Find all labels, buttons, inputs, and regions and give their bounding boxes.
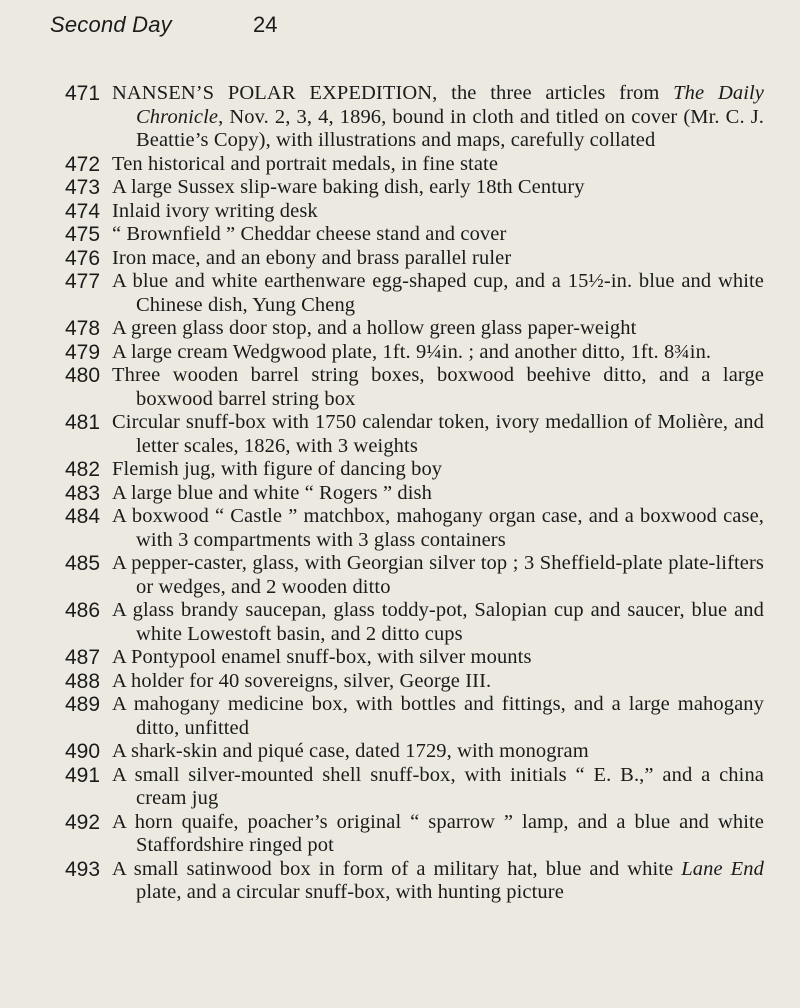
lot-number: 491 [65, 763, 101, 787]
italic-title: Lane End [681, 857, 764, 880]
section-title: Second Day [50, 12, 172, 37]
lot-description: A glass brandy saucepan, glass toddy-pot, Salopian cup and saucer, blue and white Lowestoft basin, and 2 ditto cups [112, 599, 764, 645]
lot-entry [0, 200, 800, 224]
lot-description: A Pontypool enamel snuff-box, with silver mounts [112, 646, 532, 668]
lot-number: 479 [65, 340, 101, 364]
lot-number: 473 [65, 176, 101, 199]
lot-description: Iron mace, and an ebony and brass parallel ruler [112, 246, 512, 269]
lot-description: Three wooden barrel string boxes, boxwood beehive ditto, and a large boxwood barrel string box [112, 364, 764, 410]
lot-entry [0, 740, 800, 764]
lot-number: 471 [65, 82, 101, 105]
lot-number: 482 [65, 458, 101, 481]
lot-entry [0, 811, 800, 858]
lot-description: A small silver-mounted shell snuff-box, with initials “ E. B.,” and a china cream jug [112, 763, 764, 809]
lot-number: 488 [65, 669, 101, 693]
lot-number: 481 [65, 411, 101, 434]
lot-number: 493 [65, 857, 101, 881]
lot-description: “ Brownfield ” Cheddar cheese stand and cover [112, 223, 507, 245]
lot-number: 484 [65, 505, 101, 528]
lot-entry [0, 341, 800, 365]
lot-entry [0, 82, 800, 153]
lot-description: A green glass door stop, and a hollow green glass paper-weight [112, 317, 637, 339]
lot-number: 472 [65, 152, 101, 176]
lot-description: A large blue and white “ Rogers ” dish [112, 481, 432, 504]
lot-number: 475 [65, 223, 101, 246]
lot-entry [0, 693, 800, 740]
lot-description: A large Sussex slip-ware baking dish, early 18th Century [112, 176, 585, 198]
lot-number: 483 [65, 481, 101, 505]
lot-entry [0, 364, 800, 411]
lot-description: A small satinwood box in form of a military hat, blue and white Lane End plate, and a circular snuff-box, with hunting picture [112, 857, 764, 903]
lot-entry [0, 317, 800, 341]
lot-entry [0, 176, 800, 200]
lot-entry [0, 247, 800, 271]
lot-description: A blue and white earthenware egg-shaped cup, and a 15½-in. blue and white Chinese dish, Yung Cheng [112, 270, 764, 316]
lot-number: 476 [65, 246, 101, 270]
lot-entry [0, 858, 800, 905]
lot-number: 492 [65, 810, 101, 834]
lot-description: A holder for 40 sovereigns, silver, George III. [112, 669, 492, 692]
lot-entry [0, 223, 800, 247]
lot-description: NANSEN’S POLAR EXPEDITION, the three articles from The Daily Chronicle, Nov. 2, 3, 4, 1896, bound in cloth and titled on cover (Mr. C. J. Beattie’s Copy), with illustrations and maps, carefully collated [112, 82, 764, 151]
lot-description: Flemish jug, with figure of dancing boy [112, 458, 443, 480]
lot-entry [0, 505, 800, 552]
lot-description: Circular snuff-box with 1750 calendar token, ivory medallion of Molière, and letter scales, 1826, with 3 weights [112, 411, 764, 457]
lot-number: 485 [65, 552, 101, 575]
lot-description: Inlaid ivory writing desk [112, 199, 318, 222]
italic-title: The Daily Chronicle [136, 82, 764, 128]
lot-description: A pepper-caster, glass, with Georgian silver top ; 3 Sheffield-plate plate-lifters or wedges, and 2 wooden ditto [112, 552, 764, 598]
lot-number: 489 [65, 693, 101, 716]
lot-number: 486 [65, 599, 101, 622]
lot-entry [0, 458, 800, 482]
lot-entry [0, 153, 800, 177]
lot-number: 474 [65, 199, 101, 223]
lot-entry [0, 670, 800, 694]
lot-description: A shark-skin and piqué case, dated 1729, with monogram [112, 740, 589, 762]
lot-description: A large cream Wedgwood plate, 1ft. 9¼in. ; and another ditto, 1ft. 8¾in. [112, 340, 712, 363]
lot-entry [0, 552, 800, 599]
lot-description: A horn quaife, poacher’s original “ sparrow ” lamp, and a blue and white Staffordshire ringed pot [112, 810, 764, 856]
lot-entry [0, 764, 800, 811]
lot-description: Ten historical and portrait medals, in fine state [112, 152, 499, 175]
lot-description: A mahogany medicine box, with bottles and fittings, and a large mahogany ditto, unfitted [112, 693, 764, 739]
running-head [50, 12, 760, 42]
lot-number: 490 [65, 740, 101, 763]
lot-entry [0, 411, 800, 458]
lot-description: A boxwood “ Castle ” matchbox, mahogany organ case, and a boxwood case, with 3 compartments with 3 glass containers [112, 505, 764, 551]
lot-entry [0, 646, 800, 670]
page-number: 24 [253, 12, 278, 37]
lot-number: 480 [65, 364, 101, 387]
lot-entry [0, 599, 800, 646]
lot-entry [0, 482, 800, 506]
lot-number: 487 [65, 646, 101, 669]
lot-number: 478 [65, 317, 101, 340]
lot-list [0, 82, 800, 905]
lot-entry [0, 270, 800, 317]
lot-number: 477 [65, 270, 101, 293]
